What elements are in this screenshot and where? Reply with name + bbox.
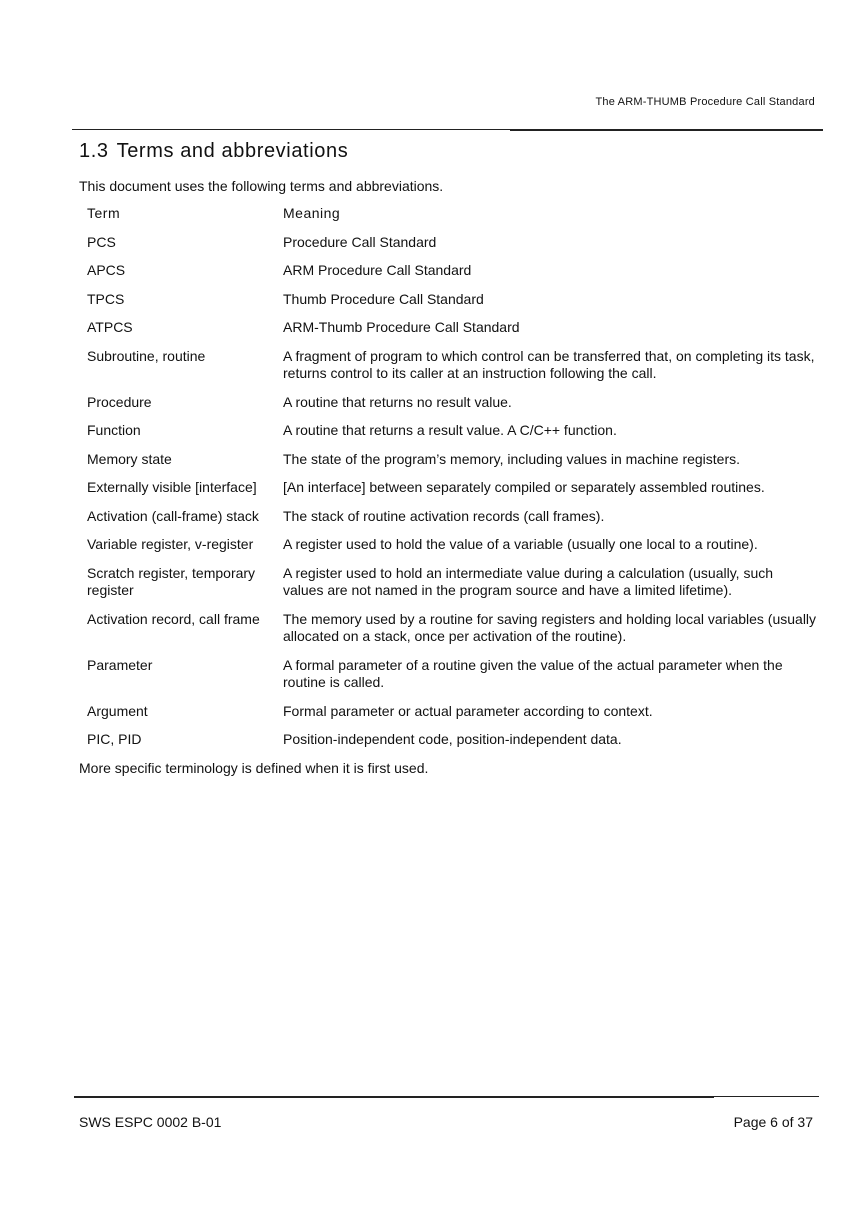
term-cell: Procedure [87, 393, 152, 410]
table-row [87, 565, 817, 611]
page-number: Page 6 of 37 [733, 1114, 813, 1130]
table-row [87, 291, 817, 320]
table-row [87, 319, 817, 348]
meaning-cell: A routine that returns no result value. [283, 393, 512, 410]
meaning-cell: The stack of routine activation records (call frames). [283, 507, 605, 524]
term-cell: TPCS [87, 290, 125, 307]
table-row [87, 479, 817, 508]
term-cell: PIC, PID [87, 731, 142, 747]
header-divider-accent [510, 129, 823, 131]
column-header-meaning: Meaning [283, 205, 341, 221]
term-cell: Subroutine, routine [87, 347, 206, 364]
table-header-row [87, 205, 817, 234]
meaning-cell: Position-independent code, position-independent data. [283, 731, 622, 747]
table-row [87, 394, 817, 423]
term-cell: APCS [87, 262, 126, 278]
meaning-cell: [An interface] between separately compiled or separately assembled routines. [283, 479, 765, 495]
footer-divider-accent [74, 1096, 714, 1098]
section-title [79, 140, 348, 163]
column-header-term: Term [87, 205, 121, 221]
meaning-cell: A routine that returns a result value. A C/C++ function. [283, 422, 617, 438]
meaning-cell: Procedure Call Standard [283, 233, 437, 250]
term-cell: Function [87, 422, 141, 438]
intro-paragraph: This document uses the following terms and abbreviations. [79, 178, 444, 194]
term-cell: Argument [87, 702, 148, 719]
terms-table [87, 205, 817, 760]
meaning-cell: The state of the program’s memory, including values in machine registers. [283, 450, 741, 467]
term-cell: Scratch register, temporary register [87, 564, 256, 598]
term-cell: ATPCS [87, 319, 133, 335]
table-row [87, 348, 817, 394]
table-row [87, 262, 817, 291]
meaning-cell: A formal parameter of a routine given the value of the actual parameter when the routine is called. [283, 656, 783, 690]
meaning-cell: A register used to hold the value of a variable (usually one local to a routine). [283, 536, 758, 552]
table-row [87, 536, 817, 565]
term-cell: Activation record, call frame [87, 610, 260, 627]
meaning-cell: ARM Procedure Call Standard [283, 262, 472, 278]
table-row [87, 451, 817, 480]
table-row [87, 703, 817, 732]
term-cell: Memory state [87, 450, 172, 467]
table-row [87, 611, 817, 657]
table-row [87, 731, 817, 760]
term-cell: PCS [87, 233, 116, 250]
meaning-cell: The memory used by a routine for saving registers and holding local variables (usually allocated on a stack, once per activation of the routine). [283, 610, 817, 644]
term-cell: Externally visible [interface] [87, 479, 257, 495]
section-number: 1.3 [79, 140, 109, 162]
table-row [87, 508, 817, 537]
term-cell: Variable register, v-register [87, 536, 254, 552]
terms-table-body [87, 234, 817, 760]
term-cell: Parameter [87, 656, 153, 673]
document-id: SWS ESPC 0002 B-01 [79, 1114, 222, 1130]
closing-paragraph: More specific terminology is defined when it is first used. [79, 760, 429, 776]
meaning-cell: A register used to hold an intermediate value during a calculation (usually, such values are not named in the program source and have a limited lifetime). [283, 564, 774, 598]
section-title-text: Terms and abbreviations [116, 140, 349, 162]
table-row [87, 422, 817, 451]
running-header: The ARM-THUMB Procedure Call Standard [595, 96, 815, 108]
meaning-cell: Thumb Procedure Call Standard [283, 290, 484, 307]
meaning-cell: ARM-Thumb Procedure Call Standard [283, 319, 520, 335]
meaning-cell: Formal parameter or actual parameter according to context. [283, 702, 653, 719]
meaning-cell: A fragment of program to which control can be transferred that, on completing its task, returns control to its caller at an instruction following the call. [283, 347, 815, 381]
table-row [87, 234, 817, 263]
term-cell: Activation (call-frame) stack [87, 507, 259, 524]
table-row [87, 657, 817, 703]
